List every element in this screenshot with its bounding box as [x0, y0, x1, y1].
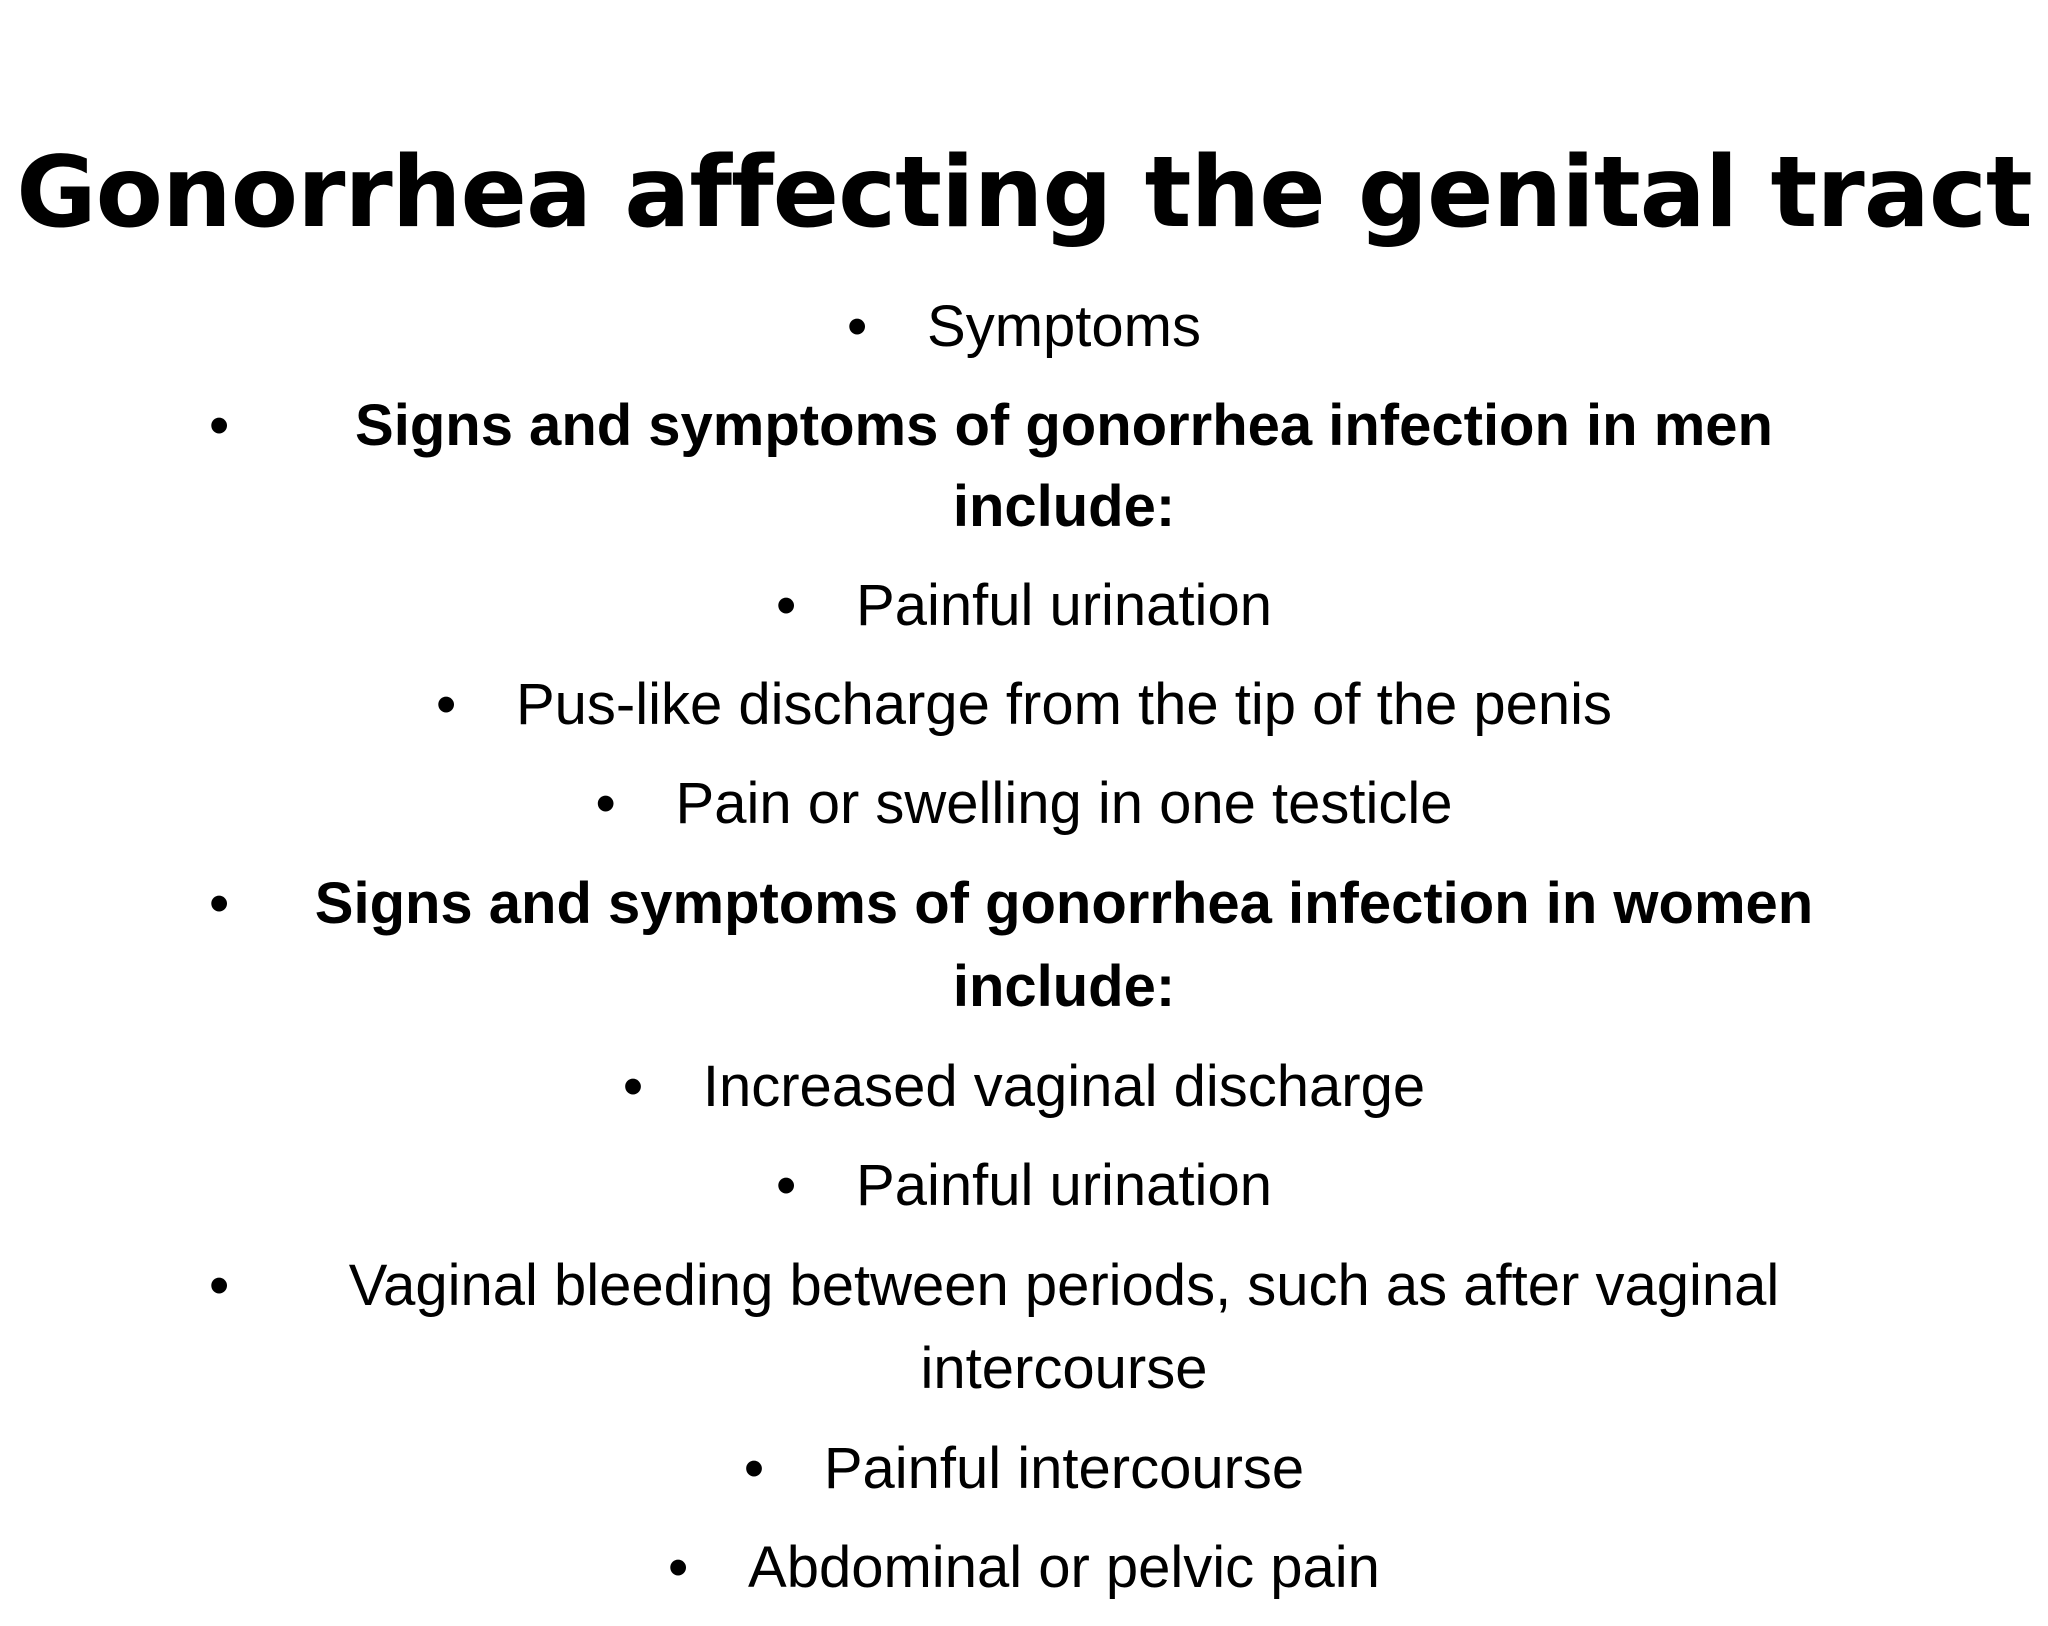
- bullet-dot-icon: •: [776, 573, 797, 638]
- bullet-dot-icon: •: [668, 1535, 689, 1600]
- bullet-dot-icon: •: [622, 1054, 644, 1119]
- bullet-item-women-painful-urination: [150, 1145, 1898, 1226]
- bullet-dot-icon: •: [209, 393, 230, 458]
- bullet-text: Signs and symptoms of gonorrhea infection in men include:: [355, 393, 1773, 539]
- bullet-text: Pain or swelling in one testicle: [675, 771, 1453, 836]
- bullet-item-women-discharge: [150, 1046, 1898, 1127]
- bullet-dot-icon: •: [847, 294, 868, 359]
- bullet-dot-icon: •: [209, 871, 230, 936]
- bullet-text: Pus-like discharge from the tip of the penis: [515, 672, 1613, 737]
- bullet-item-women-heading: [150, 862, 1898, 1028]
- bullet-item-women-bleeding: [150, 1244, 1898, 1410]
- bullet-list: [150, 286, 1898, 1626]
- bullet-item-men-heading: [150, 385, 1898, 547]
- bullet-item-symptoms: [150, 286, 1898, 367]
- bullet-text: Symptoms: [927, 294, 1201, 359]
- bullet-dot-icon: •: [776, 1153, 797, 1218]
- bullet-text: Painful intercourse: [823, 1436, 1305, 1501]
- bullet-text: Painful urination: [856, 1153, 1272, 1218]
- bullet-dot-icon: •: [435, 672, 457, 737]
- bullet-dot-icon: •: [743, 1436, 765, 1501]
- bullet-text: Increased vaginal discharge: [702, 1054, 1426, 1119]
- slide-title: Gonorrhea affecting the genital tract: [16, 136, 2032, 250]
- bullet-dot-icon: •: [209, 1253, 230, 1318]
- bullet-text: Abdominal or pelvic pain: [748, 1535, 1380, 1600]
- bullet-text: Painful urination: [856, 573, 1272, 638]
- bullet-text: Signs and symptoms of gonorrhea infection in women include:: [314, 871, 1814, 1019]
- bullet-item-men-painful-urination: [150, 565, 1898, 646]
- bullet-item-women-pelvic-pain: [150, 1527, 1898, 1608]
- bullet-item-women-painful-intercourse: [150, 1428, 1898, 1509]
- bullet-text: Vaginal bleeding between periods, such as after vaginal intercourse: [348, 1253, 1780, 1401]
- bullet-dot-icon: •: [595, 771, 616, 836]
- bullet-item-men-testicle: [150, 763, 1898, 844]
- bullet-item-men-discharge: [150, 664, 1898, 745]
